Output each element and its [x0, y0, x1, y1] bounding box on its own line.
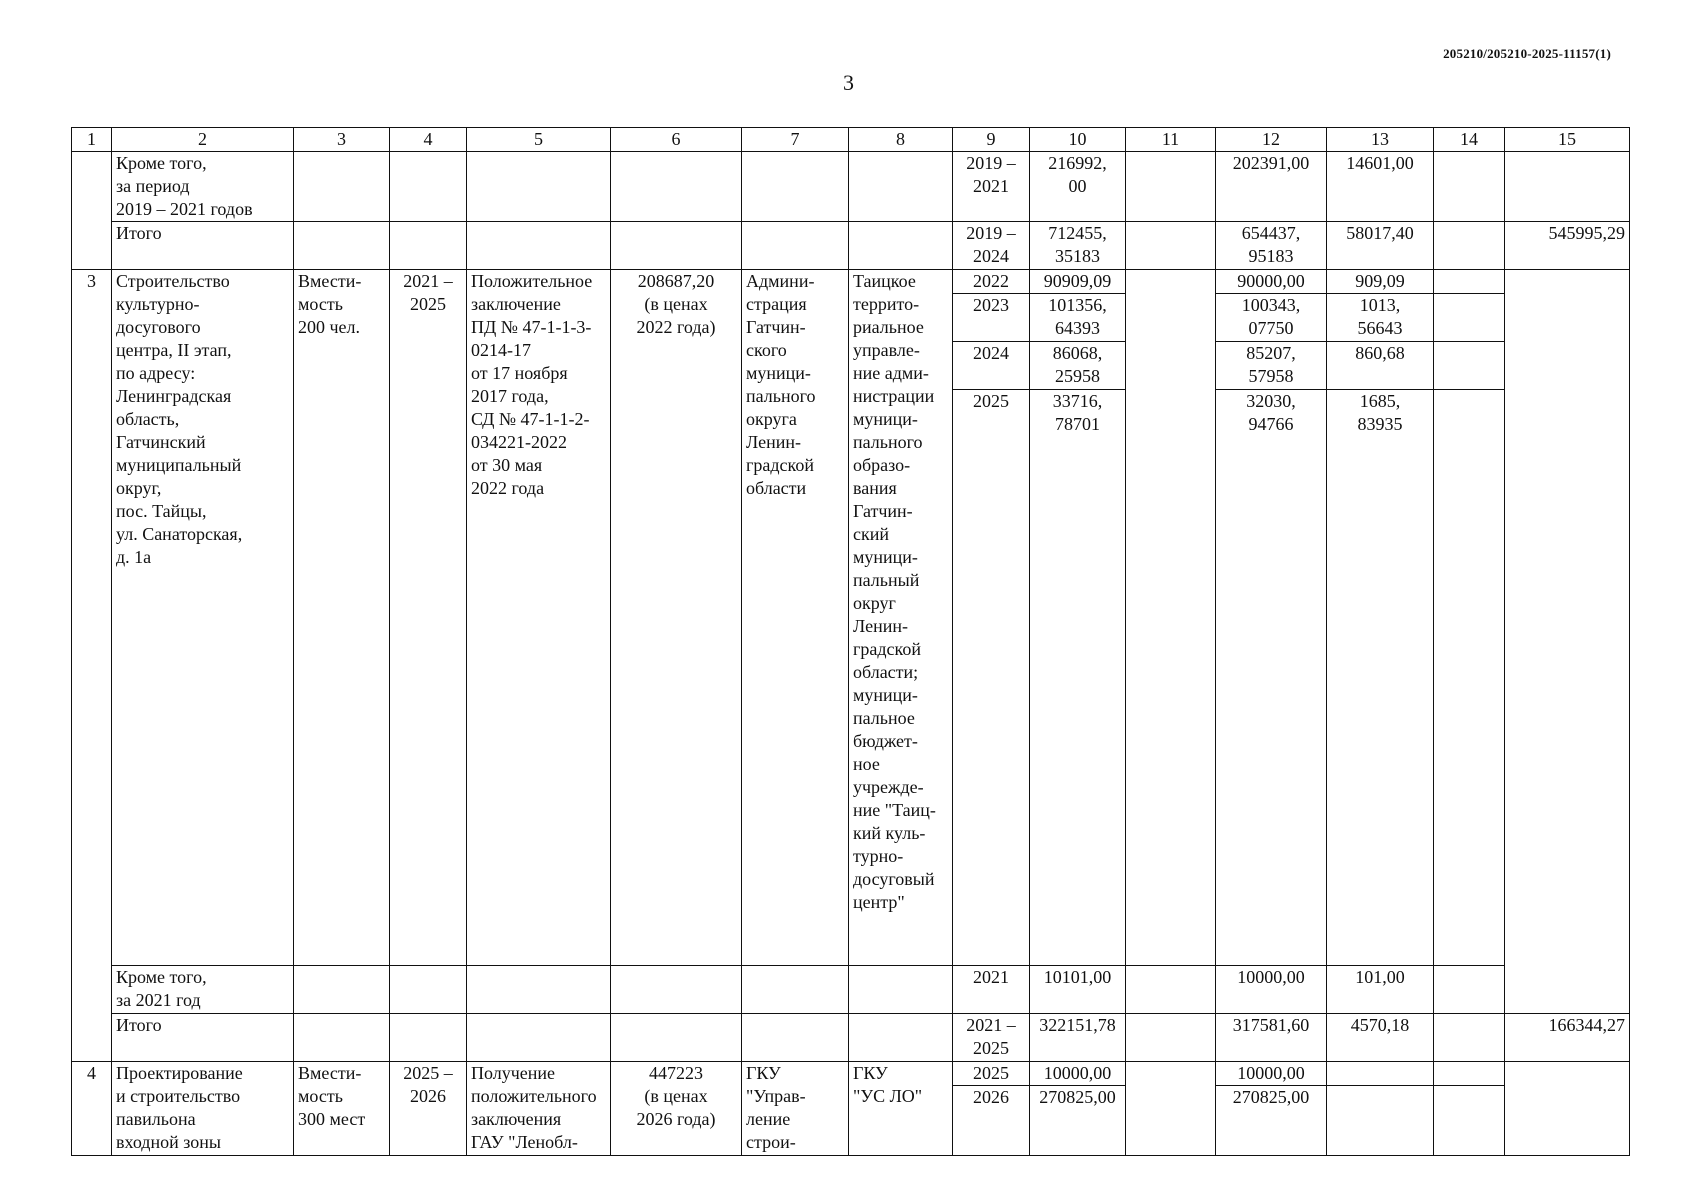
regional-cell: 317581,60 [1216, 1014, 1327, 1062]
table-row [72, 270, 1630, 294]
year-cell: 2025 [953, 1062, 1030, 1086]
object-customer: ГКУ "Управ- ление строи- [742, 1062, 849, 1156]
object-term: 2021 – 2025 [390, 270, 467, 966]
page-number: 3 [843, 70, 854, 95]
total-cell: 270825,00 [1030, 1086, 1126, 1156]
period-cell: 2021 – 2025 [953, 1014, 1030, 1062]
municipal-cell: 58017,40 [1327, 222, 1434, 270]
municipal-cell: 1685, 83935 [1327, 390, 1434, 438]
column-number: 2 [112, 128, 294, 152]
row-label: Кроме того, за период 2019 – 2021 годов [112, 152, 294, 222]
column-number: 4 [390, 128, 467, 152]
year-cell: 2026 [953, 1086, 1030, 1156]
register-table [71, 127, 1630, 1156]
object-expertise: Получение положительного заключения ГАУ "Ленобл- [467, 1062, 611, 1156]
regional-cell: 10000,00 [1216, 966, 1327, 1014]
regional-cell: 10000,00 [1216, 1062, 1327, 1086]
total-cell: 216992, 00 [1030, 152, 1126, 222]
object-expertise: Положительное заключение ПД № 47-1-1-3- 0214-17 от 17 ноября 2017 года, СД № 47-1-1-2- 034221-2022 от 30 мая 2022 года [467, 270, 611, 966]
column-number: 12 [1216, 128, 1327, 152]
period-cell: 2021 [953, 966, 1030, 1014]
year-cell: 2023 [953, 294, 1030, 342]
total-cell: 33716, 78701 [1030, 390, 1126, 438]
object-developer: ГКУ "УС ЛО" [849, 1062, 953, 1156]
column-number: 1 [72, 128, 112, 152]
register-table-wrapper [71, 127, 1629, 1156]
object-cost: 208687,20 (в ценах 2022 года) [611, 270, 742, 966]
object-term: 2025 – 2026 [390, 1062, 467, 1156]
column-number: 5 [467, 128, 611, 152]
document-id: 205210/205210-2025-11157(1) [1443, 46, 1611, 61]
municipal-cell: 1013, 56643 [1327, 294, 1434, 342]
regional-cell: 654437, 95183 [1216, 222, 1327, 270]
table-row [72, 222, 1630, 270]
column-number: 15 [1505, 128, 1630, 152]
object-name: Строительство культурно- досугового центра, II этап, по адресу: Ленинградская область, Гатчинский муниципальный округ, пос. Тайцы, ул. Санаторская, д. 1а [112, 270, 294, 966]
regional-cell: 32030, 94766 [1216, 390, 1327, 438]
regional-cell: 85207, 57958 [1216, 342, 1327, 390]
remaining-cell: 166344,27 [1505, 1014, 1630, 1062]
regional-cell: 202391,00 [1216, 152, 1327, 222]
total-cell: 10101,00 [1030, 966, 1126, 1014]
table-row [72, 1014, 1630, 1062]
column-number: 6 [611, 128, 742, 152]
total-cell: 86068, 25958 [1030, 342, 1126, 390]
year-cell: 2022 [953, 270, 1030, 294]
column-number: 9 [953, 128, 1030, 152]
municipal-cell: 860,68 [1327, 342, 1434, 390]
municipal-cell: 101,00 [1327, 966, 1434, 1014]
municipal-cell: 4570,18 [1327, 1014, 1434, 1062]
total-cell: 10000,00 [1030, 1062, 1126, 1086]
column-number: 3 [294, 128, 390, 152]
row-label: Итого [112, 1014, 294, 1062]
object-number: 3 [72, 270, 112, 1062]
table-row [72, 966, 1630, 1014]
total-cell: 712455, 35183 [1030, 222, 1126, 270]
year-cell: 2024 [953, 342, 1030, 390]
column-number: 11 [1126, 128, 1216, 152]
object-name: Проектирование и строительство павильона входной зоны [112, 1062, 294, 1156]
total-cell: 101356, 64393 [1030, 294, 1126, 342]
column-number: 14 [1434, 128, 1505, 152]
period-cell: 2019 – 2024 [953, 222, 1030, 270]
column-number: 8 [849, 128, 953, 152]
period-cell: 2019 – 2021 [953, 152, 1030, 222]
municipal-cell: 909,09 [1327, 270, 1434, 294]
municipal-cell: 14601,00 [1327, 152, 1434, 222]
row-label: Итого [112, 222, 294, 270]
total-cell: 322151,78 [1030, 1014, 1126, 1062]
column-number: 13 [1327, 128, 1434, 152]
column-number: 7 [742, 128, 849, 152]
object-capacity: Вмести- мость 300 мест [294, 1062, 390, 1156]
remaining-cell: 545995,29 [1505, 222, 1630, 270]
object-number: 4 [72, 1062, 112, 1156]
object-cost: 447223 (в ценах 2026 года) [611, 1062, 742, 1156]
year-cell: 2025 [953, 390, 1030, 438]
row-label: Кроме того, за 2021 год [112, 966, 294, 1014]
object-customer: Админи- страция Гатчин- ского муници- пального округа Ленин- градской области [742, 270, 849, 966]
total-cell: 90909,09 [1030, 270, 1126, 294]
regional-cell: 270825,00 [1216, 1086, 1327, 1156]
column-number: 10 [1030, 128, 1126, 152]
regional-cell: 90000,00 [1216, 270, 1327, 294]
object-developer: Таицкое террито- риальное управле- ние адми- нистрации муници- пального образо- вания Гатчин- ский муници- пальный округ Ленин- градской области; муници- пальное бюджет- ное учрежде- ние "Таиц- кий куль- турно- досуговый центр" [849, 270, 953, 966]
table-row [72, 152, 1630, 222]
table-row [72, 1062, 1630, 1086]
object-capacity: Вмести- мость 200 чел. [294, 270, 390, 966]
row-number-cell [72, 152, 112, 270]
column-number-row [72, 128, 1630, 152]
regional-cell: 100343, 07750 [1216, 294, 1327, 342]
